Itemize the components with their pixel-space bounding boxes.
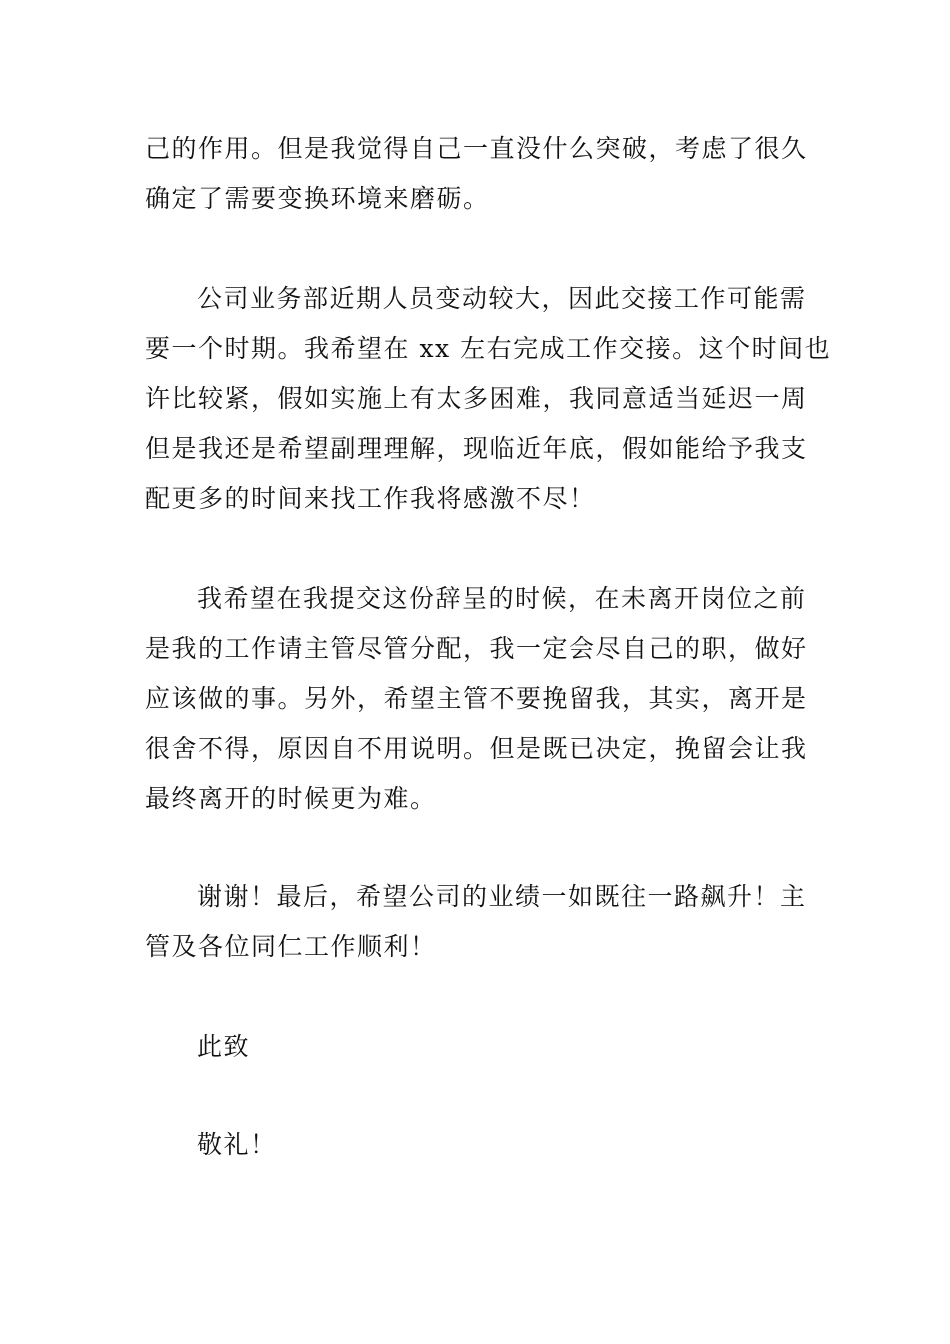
paragraph-line: 我希望在我提交这份辞呈的时候，在未离开岗位之前	[197, 584, 807, 613]
paragraph-line: 己的作用。但是我觉得自己一直没什么突破，考虑了很久	[145, 134, 808, 163]
paragraph-thanks	[145, 872, 810, 972]
paragraph-resignation	[145, 574, 810, 824]
closing-salutation	[145, 1022, 810, 1072]
paragraph-line: 最终离开的时候更为难。	[145, 784, 437, 813]
paragraph-line: 配更多的时间来找工作我将感激不尽！	[145, 484, 596, 513]
paragraph-line: 是我的工作请主管尽管分配，我一定会尽自己的职，做好	[145, 634, 808, 663]
paragraph-line: 但是我还是希望副理理解，现临近年底，假如能给予我支	[145, 434, 808, 463]
regards-text: 敬礼！	[197, 1130, 277, 1159]
paragraph-line: 谢谢！最后，希望公司的业绩一如既往一路飙升！主	[197, 882, 807, 911]
paragraph-line: 管及各位同仁工作顺利！	[145, 932, 437, 961]
closing-regards	[145, 1120, 810, 1170]
paragraph-continuation	[145, 124, 810, 224]
paragraph-line: 许比较紧，假如实施上有太多困难，我同意适当延迟一周	[145, 384, 808, 413]
paragraph-line: 公司业务部近期人员变动较大，因此交接工作可能需	[197, 284, 807, 313]
salutation-text: 此致	[197, 1032, 251, 1061]
paragraph-handover	[145, 274, 832, 524]
paragraph-line: 应该做的事。另外，希望主管不要挽留我，其实，离开是	[145, 684, 808, 713]
paragraph-line: 确定了需要变换环境来磨砺。	[145, 184, 490, 213]
paragraph-line: 很舍不得，原因自不用说明。但是既已决定，挽留会让我	[145, 734, 808, 763]
paragraph-line: 要一个时期。我希望在 xx 左右完成工作交接。这个时间也	[145, 334, 832, 363]
